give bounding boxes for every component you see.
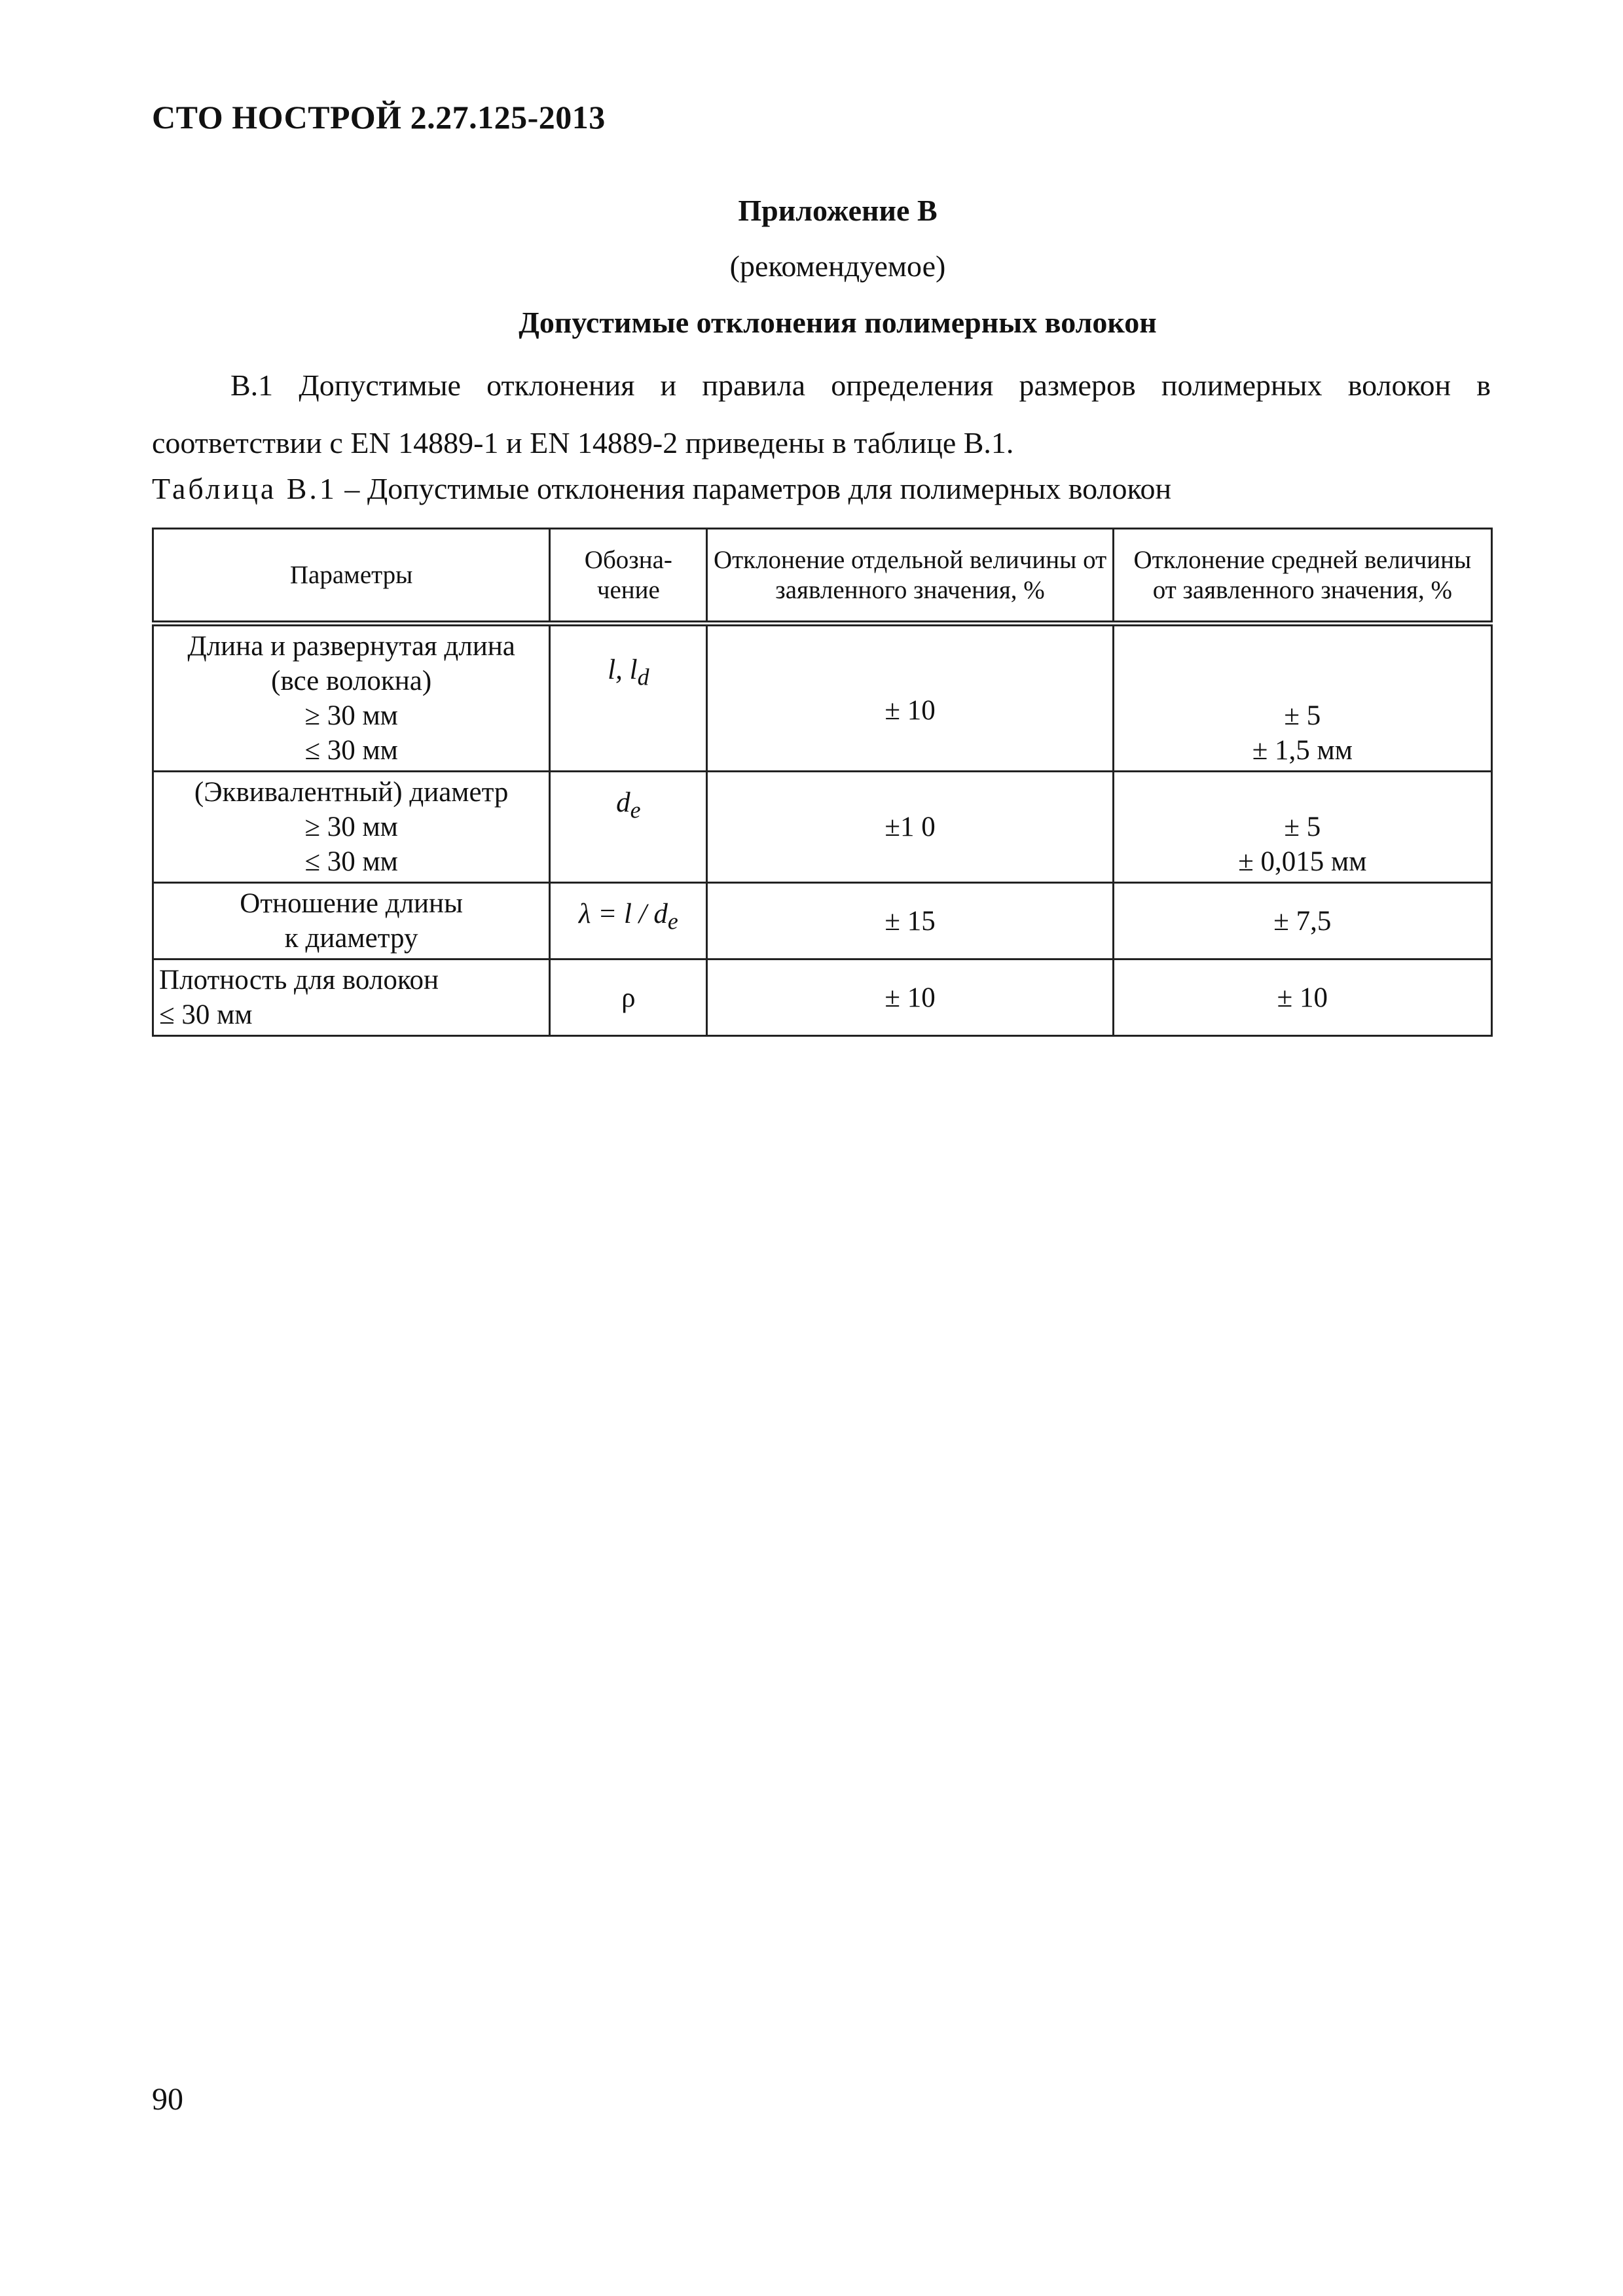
appendix-heading: Допустимые отклонения полимерных волокон [519, 306, 1157, 339]
param-cell [153, 624, 550, 772]
symbol-text: l, l [608, 655, 638, 685]
symbol-text: d [616, 787, 630, 818]
table-caption [152, 471, 1171, 506]
deviation-table [152, 528, 1493, 1037]
param-line: Длина и развернутая длина [187, 631, 515, 662]
table-row [153, 960, 1492, 1036]
param-line: (Эквивалентный) диаметр [194, 777, 509, 808]
mean-deviation-cell [1113, 772, 1491, 883]
table-caption-label: Таблица В.1 [152, 472, 337, 505]
page-number: 90 [152, 2082, 183, 2117]
individual-deviation-cell: ± 15 [707, 883, 1113, 960]
param-line: Отношение длины [240, 888, 463, 919]
param-cell [153, 883, 550, 960]
symbol-cell [550, 883, 707, 960]
document-code: СТО НОСТРОЙ 2.27.125-2013 [152, 99, 606, 135]
mean-line: ± 10 [1277, 982, 1328, 1013]
table-row [153, 883, 1492, 960]
mean-line: ± 0,015 мм [1238, 846, 1367, 877]
individual-deviation-cell: ± 10 [707, 624, 1113, 772]
table-header-row [153, 529, 1492, 624]
symbol-subscript: e [630, 797, 641, 823]
individual-deviation-cell: ±1 0 [707, 772, 1113, 883]
param-line: к диаметру [284, 923, 418, 954]
paragraph-b1: В.1 Допустимые отклонения и правила определения размеров полимерных волокон в соответствии с EN 14889-1 и EN 14889-2 приведены в таблице В.1. [152, 368, 1491, 459]
symbol-subscript: d [637, 664, 649, 691]
symbol-cell [550, 960, 707, 1036]
param-line: ≤ 30 мм [304, 735, 398, 766]
param-line: ≥ 30 мм [304, 812, 398, 842]
mean-deviation-cell [1113, 883, 1491, 960]
mean-deviation-cell [1113, 960, 1491, 1036]
param-line: Плотность для волокон [159, 965, 439, 996]
table-row [153, 624, 1492, 772]
param-line: ≤ 30 мм [159, 999, 253, 1030]
param-line: (все волокна) [271, 666, 432, 696]
param-cell [153, 960, 550, 1036]
appendix-title: Приложение В [738, 194, 938, 227]
header-individual-deviation: Отклонение отдельной величины от заявленного значения, % [707, 529, 1113, 624]
mean-line: ± 5 [1284, 700, 1321, 731]
symbol-cell [550, 772, 707, 883]
mean-line: ± 5 [1284, 812, 1321, 842]
param-line: ≥ 30 мм [304, 700, 398, 731]
table-row [153, 772, 1492, 883]
header-parameters: Параметры [153, 529, 550, 624]
appendix-status: (рекомендуемое) [729, 249, 946, 283]
header-symbol: Обозна-чение [550, 529, 707, 624]
param-line: ≤ 30 мм [304, 846, 398, 877]
param-cell [153, 772, 550, 883]
table-caption-text: – Допустимые отклонения параметров для полимерных волокон [337, 472, 1172, 505]
symbol-text: λ = l / d [578, 899, 668, 929]
individual-deviation-cell: ± 10 [707, 960, 1113, 1036]
symbol-text: ρ [621, 982, 636, 1013]
mean-line: ± 7,5 [1273, 905, 1332, 937]
mean-deviation-cell [1113, 624, 1491, 772]
symbol-subscript: e [667, 908, 678, 935]
symbol-cell [550, 624, 707, 772]
mean-line: ± 1,5 мм [1252, 735, 1353, 766]
header-mean-deviation: Отклонение средней величины от заявленного значения, % [1113, 529, 1491, 624]
